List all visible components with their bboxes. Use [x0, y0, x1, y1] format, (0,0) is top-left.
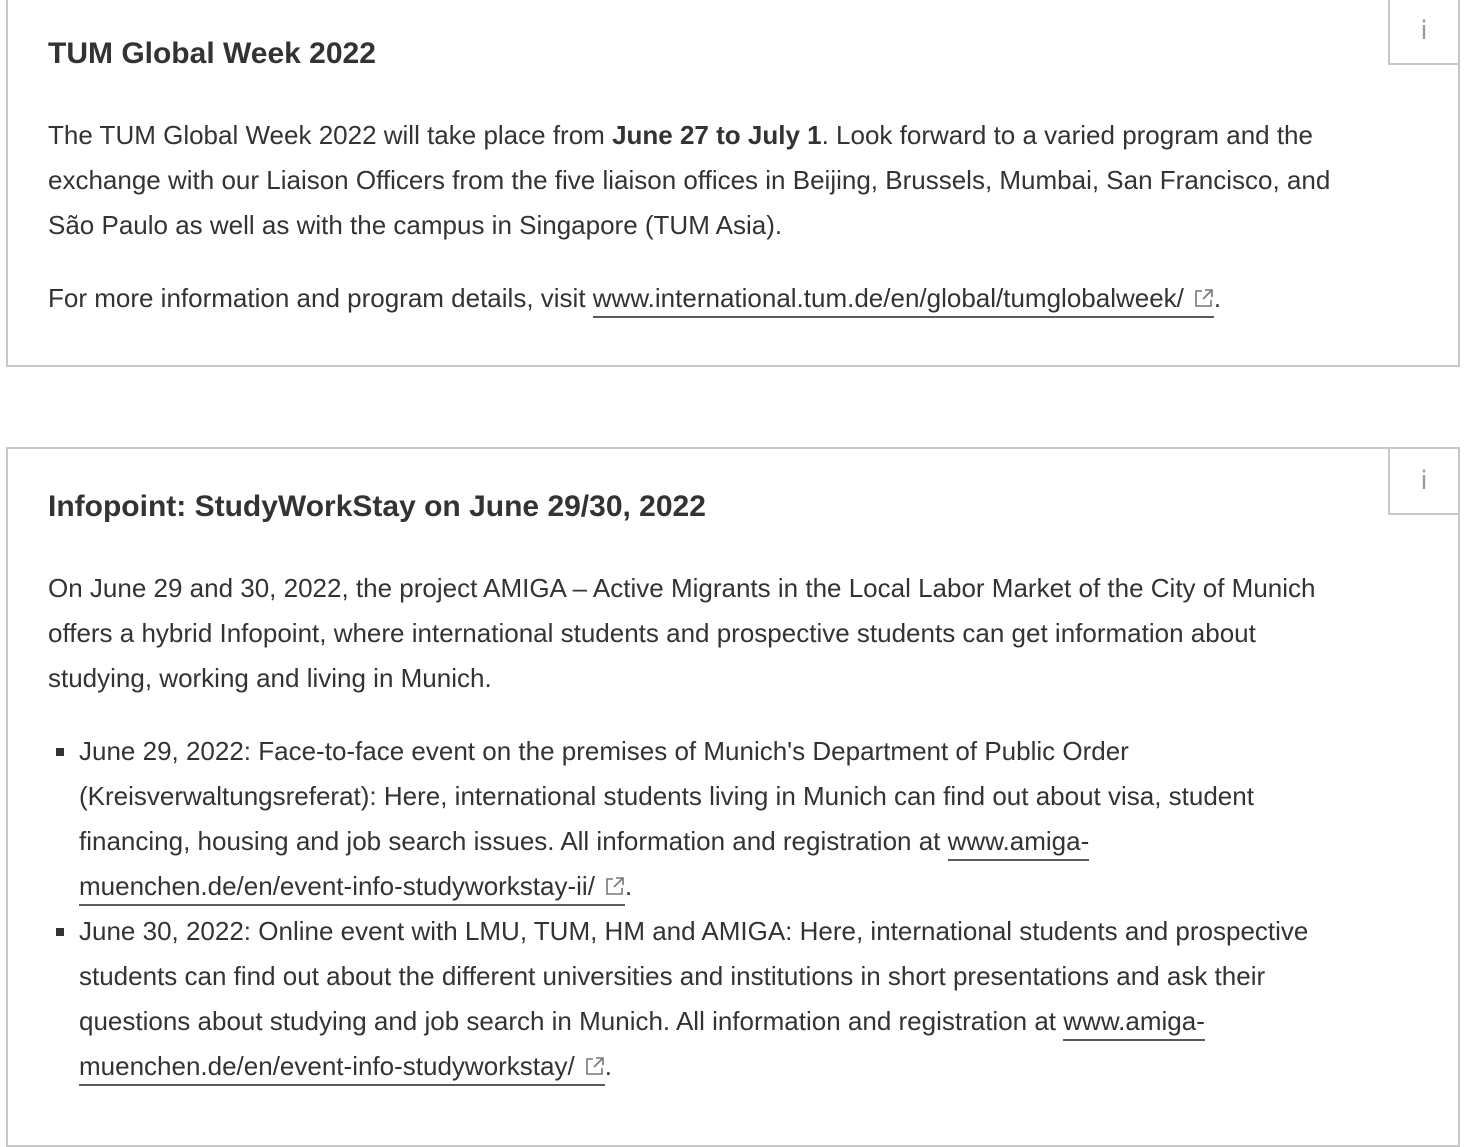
- card-content: [48, 34, 1348, 321]
- link-suffix: .: [604, 1051, 612, 1081]
- list-item: [48, 909, 1348, 1089]
- link-suffix: .: [624, 871, 633, 901]
- intro-text-continued: . Look forward to a varied program and the exchange with our Liaison Officers from the five liaison offices in Beijing, Brussels, Mumbai, San Francisco, and São Paulo as well as with the campus in Singapore (TUM Asia).: [48, 120, 1331, 240]
- event-text: June 30, 2022: Online event with LMU, TUM, HM and AMIGA: Here, international students and prospective students can find out about the different universities and institutions in short presentations and ask their questions about studying and job search in Munich. All information and registration at: [79, 916, 1309, 1036]
- more-info-paragraph: [48, 276, 1348, 321]
- event-text: June 29, 2022: Face-to-face event on the premises of Munich's Department of Public Order (Kreisverwaltungsreferat): Here, international students living in Munich can find out about visa, student financing, housing and job search issues. All information and registration at: [79, 736, 1254, 856]
- card-title: TUM Global Week 2022: [48, 37, 376, 70]
- list-item: [48, 729, 1348, 909]
- link-suffix: .: [1213, 283, 1222, 313]
- info-button[interactable]: [1388, 447, 1460, 515]
- intro-date-range: June 27 to July 1: [612, 120, 822, 150]
- info-icon: i: [1420, 15, 1428, 46]
- external-link-icon: [585, 1056, 605, 1076]
- link-text: www.amiga-muenchen.de/en/event-info-studyworkstay-ii/: [79, 826, 1090, 901]
- card-title: Infopoint: StudyWorkStay on June 29/30, 2022: [48, 490, 706, 523]
- info-icon: i: [1420, 466, 1428, 496]
- card-intro-paragraph: On June 29 and 30, 2022, the project AMIGA – Active Migrants in the Local Labor Market of the City of Munich offers a hybrid Infopoint, where international students and prospective students can get information about studying, working and living in Munich.: [48, 573, 1316, 693]
- news-card-infopoint: [6, 447, 1460, 1147]
- bullet-icon: [56, 748, 64, 756]
- link-text: www.amiga-muenchen.de/en/event-info-studyworkstay/: [79, 1006, 1205, 1081]
- event-list: [48, 729, 1348, 1089]
- link-text: www.international.tum.de/en/global/tumglobalweek/: [592, 283, 1184, 313]
- external-link-icon: [1194, 288, 1214, 308]
- intro-text: The TUM Global Week 2022 will take place from: [48, 120, 613, 150]
- card-content: [48, 487, 1348, 1089]
- more-info-prefix: For more information and program details, visit: [48, 283, 593, 313]
- global-week-link[interactable]: [593, 283, 1214, 318]
- news-card-global-week: [6, 0, 1460, 367]
- bullet-icon: [56, 928, 64, 936]
- external-link-icon: [605, 876, 625, 896]
- card-intro-paragraph: [48, 113, 1348, 248]
- info-button[interactable]: [1388, 0, 1460, 65]
